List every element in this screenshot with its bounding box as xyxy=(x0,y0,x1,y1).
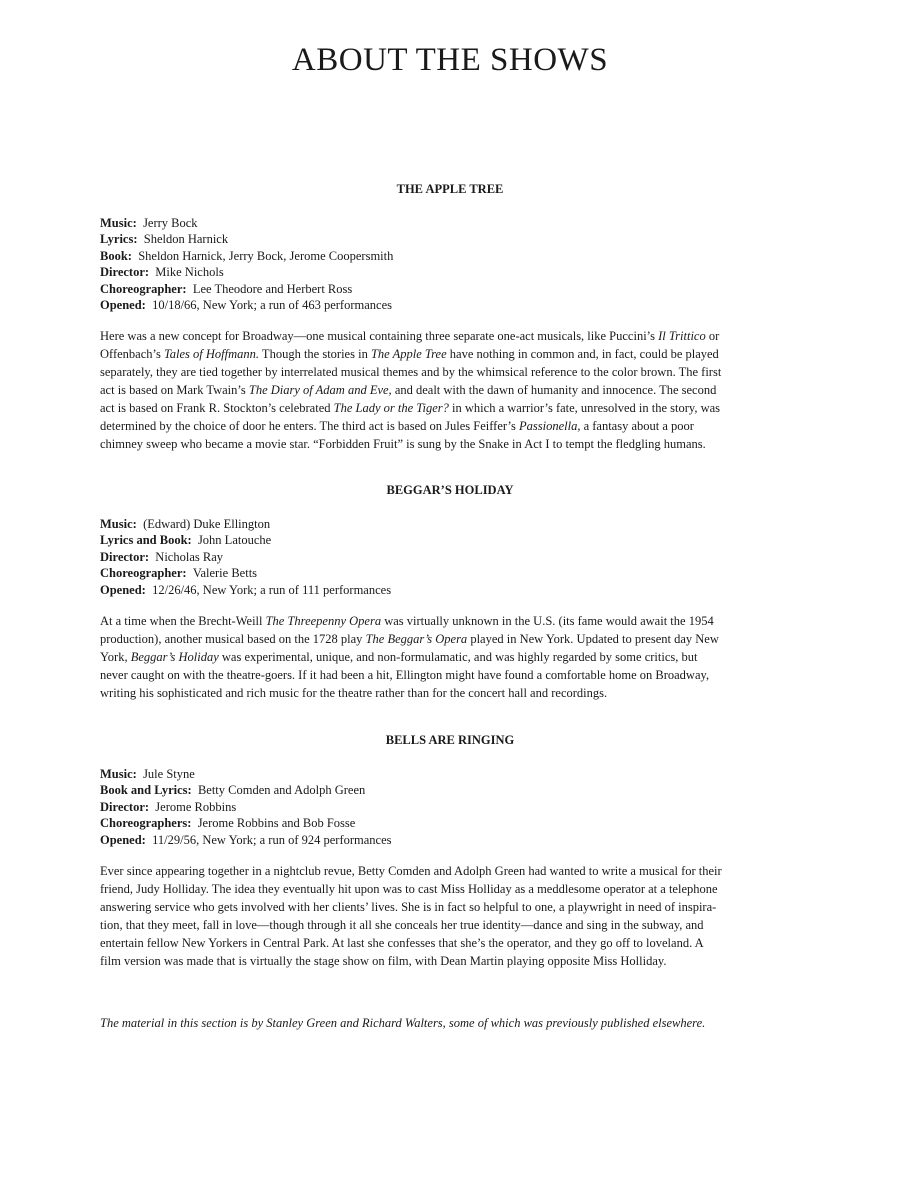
text-run: a fantasy about a poor xyxy=(580,419,694,434)
credit-label: Opened: xyxy=(100,298,146,313)
credit-value: Mike Nichols xyxy=(155,265,224,280)
text-run: separately, they are tied together by interrelated musical themes and by the whimsical reference to the color brown. The first xyxy=(100,365,722,380)
credit-value: (Edward) Duke Ellington xyxy=(143,517,271,531)
credit-line xyxy=(100,815,800,831)
text-run: act is based on Frank R. Stockton’s celebrated xyxy=(100,401,334,416)
description-line xyxy=(100,880,800,898)
credit-line xyxy=(100,231,800,247)
credit-label: Music: xyxy=(100,216,137,230)
section-beggars-holiday xyxy=(100,482,800,702)
section-description xyxy=(100,862,800,970)
italic-title: The Apple Tree xyxy=(370,347,447,362)
credit-label: Director: xyxy=(100,549,150,564)
italic-title: The Threepenny Opera xyxy=(265,614,382,629)
credit-label: Opened: xyxy=(100,832,146,847)
credit-value: Sheldon Harnick xyxy=(143,232,229,247)
credit-value: Valerie Betts xyxy=(192,566,258,581)
credit-label: Choreographers: xyxy=(100,816,192,831)
credit-label: Lyrics: xyxy=(100,232,138,247)
italic-title: Beggar’s Holiday xyxy=(130,650,219,665)
text-run: or xyxy=(705,329,720,344)
credit-value: 11/29/56, New York; a run of 924 performances xyxy=(152,832,392,847)
section-description xyxy=(100,612,800,702)
italic-title: Tales of Hoffmann. xyxy=(163,347,260,362)
credit-value: Sheldon Harnick, Jerry Bock, Jerome Coopersmith xyxy=(138,248,394,263)
text-run: friend, Judy Holliday. The idea they eventually hit upon was to cast Miss Holliday as a meddlesome operator at a telephone xyxy=(100,882,718,897)
text-run: tion, that they meet, fall in love—though through it all she conceals her true identity—dance and sing in the subway, and xyxy=(100,918,704,933)
text-run: in which a warrior’s fate, unresolved in the story, was xyxy=(448,401,721,416)
text-run: determined by the choice of door he enters. The third act is based on Jules Feiffer’s xyxy=(100,419,519,434)
credit-line xyxy=(100,782,800,798)
credit-line xyxy=(100,248,800,264)
italic-title: The Diary of Adam and Eve, xyxy=(248,383,392,398)
credit-value: Lee Theodore and Herbert Ross xyxy=(192,281,353,296)
text-run: chimney sweep who became a movie star. “Forbidden Fruit” is sung by the Snake in Act I to tempt the fledgling humans. xyxy=(100,437,706,452)
page-title: ABOUT THE SHOWS xyxy=(291,42,609,78)
description-line xyxy=(100,916,800,934)
text-run: was virtually unknown in the U.S. (its fame would await the 1954 xyxy=(381,614,714,629)
text-run: Though the stories in xyxy=(259,347,371,362)
credit-line xyxy=(100,582,800,598)
credit-value: Jerome Robbins xyxy=(155,799,237,814)
credit-label: Director: xyxy=(100,265,150,280)
credit-label: Book: xyxy=(100,248,132,263)
description-line xyxy=(100,435,800,453)
credit-value: Jerry Bock xyxy=(143,216,198,230)
credit-value: John Latouche xyxy=(197,533,272,548)
text-run: entertain fellow New Yorkers in Central Park. At last she confesses that she’s the operator, and they go off to loveland. A xyxy=(100,936,704,951)
credits-list xyxy=(100,766,800,848)
description-line xyxy=(100,648,800,666)
text-run: never caught on with the theatre-goers. If it had been a hit, Ellington might have found a comfortable home on Broadway, xyxy=(100,668,710,683)
description-line xyxy=(100,684,800,702)
credit-label: Opened: xyxy=(100,582,146,597)
text-run: have nothing in common and, in fact, could be played xyxy=(446,347,719,362)
credit-value: 10/18/66, New York; a run of 463 performances xyxy=(152,298,392,313)
text-run: Offenbach’s xyxy=(100,347,164,362)
credit-line xyxy=(100,297,800,313)
credit-line xyxy=(100,281,800,297)
credit-label: Music: xyxy=(100,517,137,531)
description-line xyxy=(100,898,800,916)
credit-line xyxy=(100,264,800,280)
footer-note: The material in this section is by Stanley Green and Richard Walters, some of which was previously published elsewhere. xyxy=(100,1016,706,1030)
text-run: At a time when the Brecht-Weill xyxy=(100,614,266,629)
italic-title: The Lady or the Tiger? xyxy=(333,401,449,416)
section-bells-are-ringing xyxy=(100,732,800,970)
section-description xyxy=(100,327,800,453)
description-line xyxy=(100,862,800,880)
description-line xyxy=(100,934,800,952)
credit-value: Betty Comden and Adolph Green xyxy=(197,783,366,798)
credit-value: Jerome Robbins and Bob Fosse xyxy=(197,816,356,831)
text-run: was experimental, unique, and non-formulamatic, and was highly regarded by some critics, but xyxy=(218,650,698,665)
credit-label: Choreographer: xyxy=(100,566,187,581)
description-line xyxy=(100,345,800,363)
section-title: BELLS ARE RINGING xyxy=(385,733,515,747)
italic-title: The Beggar’s Opera xyxy=(365,632,468,647)
credit-line xyxy=(100,516,800,532)
description-line xyxy=(100,363,800,381)
text-run: act is based on Mark Twain’s xyxy=(100,383,249,398)
description-line xyxy=(100,417,800,435)
text-run: film version was made that is virtually the stage show on film, with Dean Martin playing opposite Miss Holliday. xyxy=(100,954,667,969)
credit-line xyxy=(100,532,800,548)
credits-list xyxy=(100,516,800,598)
description-line xyxy=(100,630,800,648)
section-the-apple-tree xyxy=(100,181,800,453)
section-title: BEGGAR’S HOLIDAY xyxy=(386,483,514,497)
text-run: writing his sophisticated and rich music for the theatre rather than for the concert hall and recordings. xyxy=(100,686,608,701)
description-line xyxy=(100,381,800,399)
credit-value: Jule Styne xyxy=(143,767,195,781)
credit-label: Director: xyxy=(100,799,150,814)
description-line xyxy=(100,612,800,630)
text-run: Here was a new concept for Broadway—one musical containing three separate one-act musicals, like Puccini’s xyxy=(100,329,659,344)
text-run: York, xyxy=(100,650,131,665)
credit-label: Lyrics and Book: xyxy=(100,533,192,548)
description-line xyxy=(100,327,800,345)
credit-line xyxy=(100,832,800,848)
text-run: played in New York. Updated to present day New xyxy=(467,632,719,647)
text-run: Ever since appearing together in a nightclub revue, Betty Comden and Adolph Green had wanted to write a musical for their xyxy=(100,864,722,879)
credits-list xyxy=(100,215,800,313)
description-line xyxy=(100,952,800,970)
italic-title: Passionella, xyxy=(518,419,581,434)
text-run: and dealt with the dawn of humanity and innocence. The second xyxy=(391,383,717,398)
credit-line xyxy=(100,215,800,231)
credit-line xyxy=(100,766,800,782)
credit-label: Music: xyxy=(100,767,137,781)
credit-value: Nicholas Ray xyxy=(155,549,223,564)
description-line xyxy=(100,666,800,684)
credit-line xyxy=(100,799,800,815)
italic-title: Il Trittico xyxy=(658,329,706,344)
credit-value: 12/26/46, New York; a run of 111 performances xyxy=(152,582,392,597)
description-line xyxy=(100,399,800,417)
credit-label: Book and Lyrics: xyxy=(100,783,192,798)
section-title: THE APPLE TREE xyxy=(396,182,504,196)
credit-line xyxy=(100,565,800,581)
credit-label: Choreographer: xyxy=(100,281,187,296)
text-run: production), another musical based on the 1728 play xyxy=(100,632,366,647)
text-run: answering service who gets involved with her clients’ lives. She is in fact so helpful to one, a playwright in need of inspira- xyxy=(100,900,717,915)
credit-line xyxy=(100,549,800,565)
